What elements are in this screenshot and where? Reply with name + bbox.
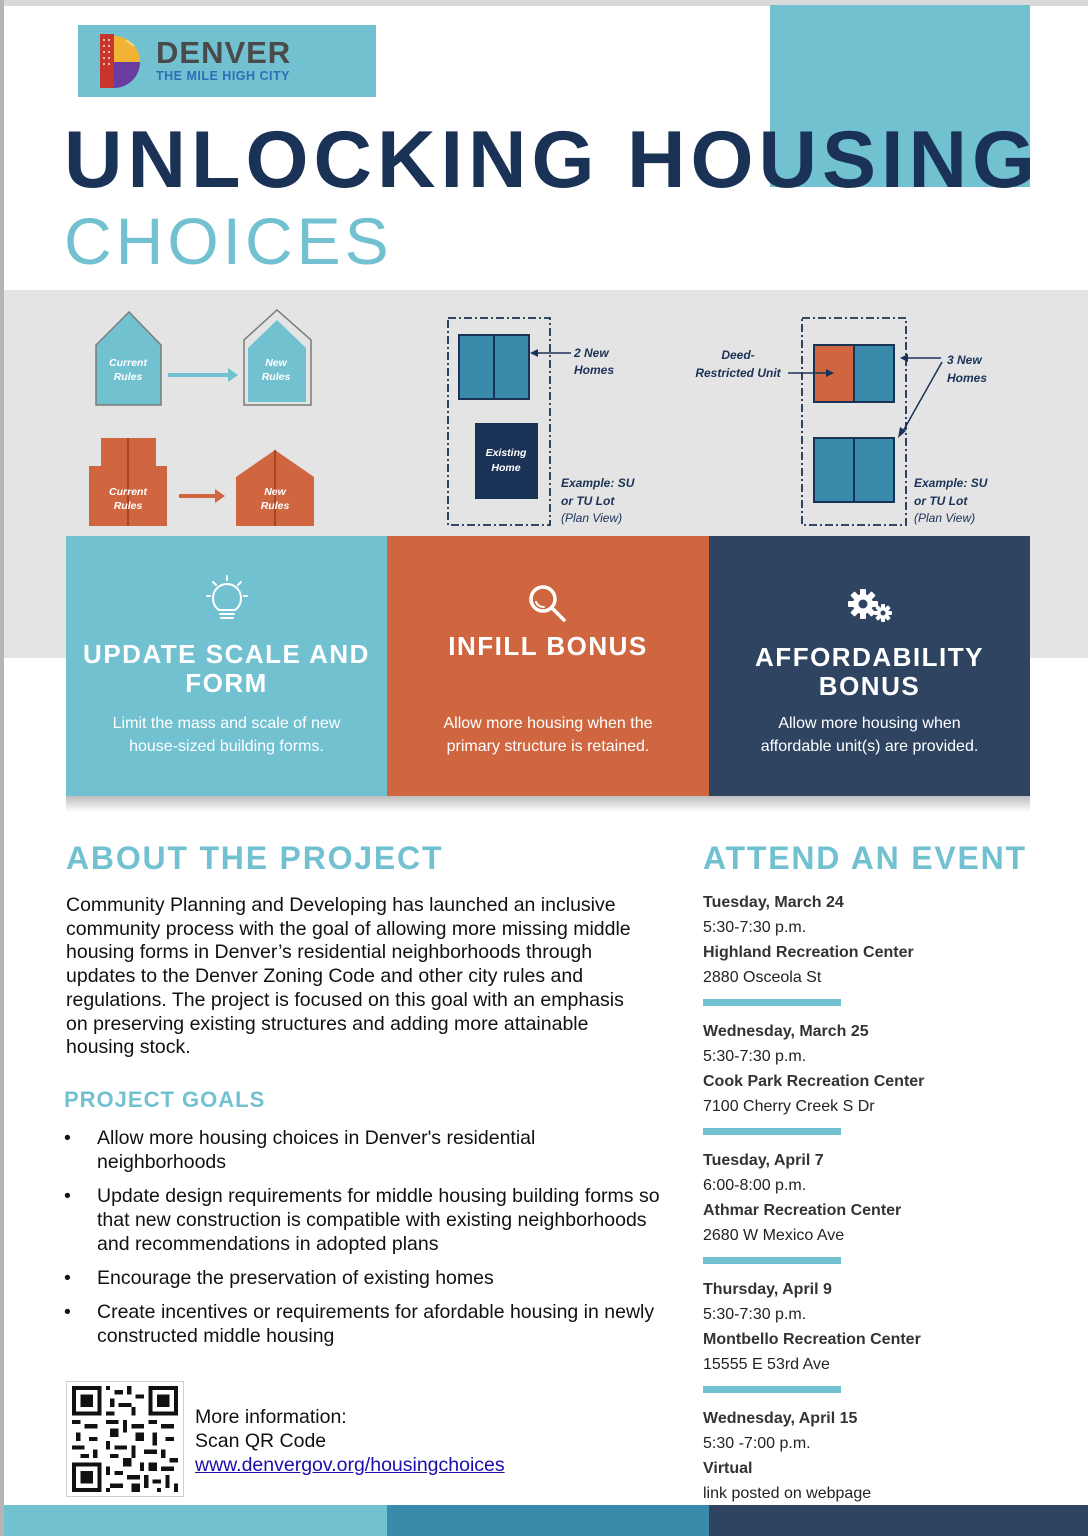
event-date: Thursday, April 9 [703,1281,832,1298]
event-list [703,890,1073,1506]
bottom-bar-segment [4,1505,387,1536]
panel-shadow [66,796,1030,812]
bottom-color-bar [4,1505,1088,1536]
event-address: 2880 Osceola St [703,969,822,986]
goal-item [64,1126,664,1174]
example-lot-label-1: Example: SU [561,476,635,490]
plan-view-label: (Plan View) [561,511,623,525]
goal-item [64,1184,664,1256]
goals-list [64,1126,664,1358]
new-rules-label-orange: New Rules [260,486,290,512]
panel-scale-title: UPDATE SCALE AND FORM [83,639,370,698]
event-date: Tuesday, April 7 [703,1152,824,1169]
panel-affordability-bonus [709,536,1030,796]
event-date: Wednesday, March 25 [703,1023,869,1040]
existing-home-label-2: Home [491,462,521,474]
event-item [703,1277,1073,1377]
page-subtitle: CHOICES [64,204,393,278]
blue-rules-arrow [168,368,238,382]
goal-item [64,1266,664,1290]
deed-restricted-label-2: Restricted Unit [695,366,781,380]
infill-lot-plan [448,318,635,525]
event-time: 5:30 -7:00 p.m. [703,1435,811,1452]
qr-code-icon [71,1386,179,1492]
bullet: • [64,1127,71,1149]
logo-tagline: THE MILE HIGH CITY [156,69,290,83]
new-rules-label: New Rules [261,357,291,383]
three-new-homes-label-2: Homes [947,371,988,385]
goals-heading: PROJECT GOALS [64,1087,266,1112]
goal-text: Allow more housing choices in Denver's residential neighborhoods [97,1127,536,1173]
event-separator [703,1386,841,1393]
lightbulb-icon [205,574,249,626]
panel-infill-text: Allow more housing when the primary structure is retained. [443,715,653,755]
event-item [703,1019,1073,1119]
logo-name: DENVER [156,35,292,70]
event-time: 5:30-7:30 p.m. [703,919,807,936]
three-new-homes-label-1: 3 New [947,353,982,367]
event-separator [703,1257,841,1264]
bottom-bar-segment [387,1505,709,1536]
goal-item [64,1300,664,1348]
left-edge-line [0,0,4,1536]
blue-current-rules-house [96,312,161,405]
panel-afford-title: AFFORDABILITY BONUS [755,642,984,701]
denver-logo-icon [96,32,144,88]
panel-scale-text: Limit the mass and scale of new house-sized building forms. [112,715,341,755]
goal-text: Update design requirements for middle housing building forms so that new construction is compatible with existing neighborhoods and recommendations in adopted plans [97,1185,660,1255]
two-new-homes-label-1: 2 New [574,346,609,360]
event-item [703,1148,1073,1248]
two-new-homes-label-2: Homes [574,363,615,377]
page-title: UNLOCKING HOUSING [64,115,1040,205]
panel-infill-title: INFILL BONUS [448,631,648,661]
event-separator [703,999,841,1006]
event-address: 2680 W Mexico Ave [703,1227,845,1244]
orange-rules-arrow [179,489,225,503]
more-info-line1: More information: [195,1406,347,1428]
about-body: Community Planning and Developing has launched an inclusive community process with the goal of allowing more missing middle housing forms in Denver’s residential neighborhoods through updates to the Denver Zoning Code and other city rules and regulations. The project is focused on this goal with an emphasis on preserving existing structures and adding more attainable housing stock. [66,894,631,1059]
event-item [703,1406,1073,1506]
event-heading: ATTEND AN EVENT [703,840,1027,876]
bullet: • [64,1301,71,1323]
event-address: 7100 Cherry Creek S Dr [703,1098,875,1115]
event-venue: Athmar Recreation Center [703,1202,902,1219]
current-rules-label: Current Rules [109,357,147,383]
gears-icon [845,586,895,626]
qr-code[interactable] [66,1381,184,1497]
existing-home-label-1: Existing [485,447,527,459]
event-address: link posted on webpage [703,1485,872,1502]
orange-new-rules-house [236,450,314,526]
event-venue: Cook Park Recreation Center [703,1073,925,1090]
zoning-illustration [66,300,1030,536]
event-venue: Montbello Recreation Center [703,1331,921,1348]
event-venue: Highland Recreation Center [703,944,914,961]
event-venue: Virtual [703,1460,753,1477]
magnifier-icon [526,582,570,624]
event-time: 6:00-8:00 p.m. [703,1177,807,1194]
event-separator [703,1128,841,1135]
example-lot-label-right-2: or TU Lot [914,494,968,508]
panel-update-scale [66,536,387,796]
event-date: Tuesday, March 24 [703,894,844,911]
example-lot-label-2: or TU Lot [561,494,615,508]
orange-current-rules-house [89,438,167,526]
bullet: • [64,1185,71,1207]
blue-new-rules-house [244,310,311,405]
bottom-bar-segment [709,1505,1088,1536]
panel-infill-bonus [387,536,709,796]
plan-view-label-right: (Plan View) [914,511,976,525]
example-lot-label-right-1: Example: SU [914,476,988,490]
affordability-lot-plan [695,318,987,525]
housingchoices-link[interactable]: www.denvergov.org/housingchoices [195,1454,505,1476]
event-time: 5:30-7:30 p.m. [703,1048,807,1065]
current-rules-label-orange: Current Rules [109,486,147,512]
event-address: 15555 E 53rd Ave [703,1356,830,1373]
goal-text: Encourage the preservation of existing homes [97,1267,494,1289]
event-time: 5:30-7:30 p.m. [703,1306,807,1323]
event-item [703,890,1073,990]
more-info [195,1405,505,1477]
bullet: • [64,1267,71,1289]
goal-text: Create incentives or requirements for afordable housing in newly constructed middle housing [97,1301,655,1347]
event-date: Wednesday, April 15 [703,1410,858,1427]
panel-afford-text: Allow more housing when affordable unit(s) are provided. [760,715,979,755]
deed-restricted-label-1: Deed- [721,348,755,362]
about-heading: ABOUT THE PROJECT [66,840,444,876]
more-info-line2: Scan QR Code [195,1430,327,1452]
